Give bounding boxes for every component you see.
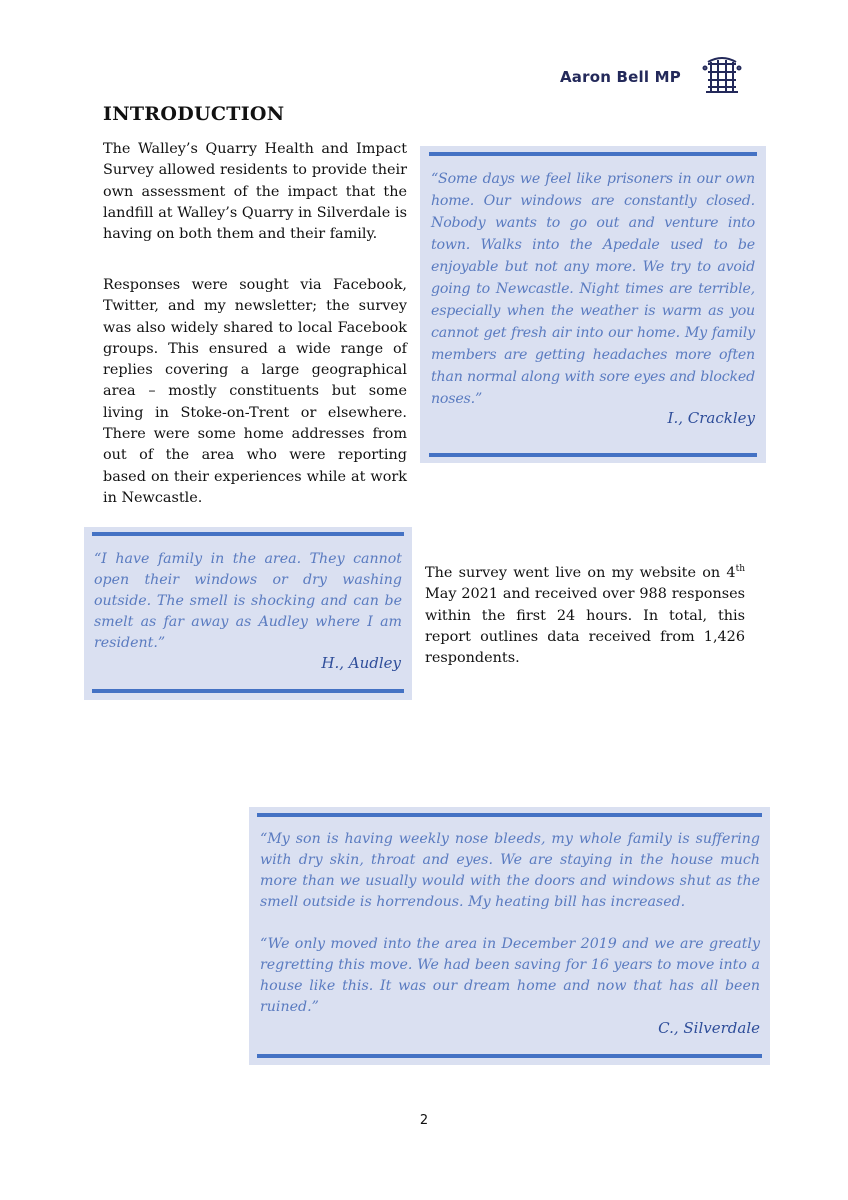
quote-attribution: C., Silverdale xyxy=(658,1019,760,1037)
intro-paragraph-1: The Walley’s Quarry Health and Impact Survey allowed residents to provide their own assessment of the impact that the landfill at Walley’s Quarry in Silverdale is having on both them and their family. xyxy=(103,141,407,243)
intro-paragraph-2: Responses were sought via Facebook, Twitter, and my newsletter; the survey was also widely shared to local Facebook groups. This ensured a wide range of replies covering a large geographical area – mostly constituents but some living in Stoke-on-Trent or elsewhere. There were some home addresses from out of the area who were reporting based on their experiences while at work in Newcastle. xyxy=(103,277,407,506)
paragraph-3-start: The survey went live on my website on 4 xyxy=(425,565,736,581)
brand-name: Aaron Bell MP xyxy=(560,68,681,86)
quote-rule-bottom xyxy=(257,1054,762,1058)
quote-box-crackley xyxy=(420,146,766,463)
ordinal-suffix: th xyxy=(735,564,745,575)
paragraph-3-end: May 2021 and received over 988 responses within the first 24 hours. In total, this report outlines data received from 1,426 respondents. xyxy=(425,586,745,667)
quote-text: “Some days we feel like prisoners in our own home. Our windows are constantly closed. Nobody wants to go out and venture into town. Walks into the Apedale used to be enjoyable but not any more. We try to avoid going to Newcastle. Night times are terrible, especially when the weather is warm as you cannot get fresh air into our home. My family members are getting headaches more often than normal along with sore eyes and blocked noses.” xyxy=(431,171,755,407)
quote-rule-bottom xyxy=(92,689,404,693)
quote-rule-top xyxy=(257,813,762,817)
portcullis-icon xyxy=(702,54,742,96)
page-number: 2 xyxy=(419,1113,429,1128)
quote-attribution: I., Crackley xyxy=(667,409,755,427)
intro-paragraph-3 xyxy=(425,563,745,669)
page-title: INTRODUCTION xyxy=(103,103,285,125)
quote-box-audley xyxy=(84,527,412,700)
quote-rule-top xyxy=(429,152,757,156)
quote-rule-top xyxy=(92,532,404,536)
quote-text: “My son is having weekly nose bleeds, my whole family is suffering with dry skin, throat and eyes. We are staying in the house much more than we usually would with the doors and windows shut as the smell outside is horrendous. My heating bill has increased. xyxy=(260,831,760,910)
header-brand xyxy=(560,54,750,98)
quote-box-silverdale xyxy=(249,807,770,1065)
quote-text: “We only moved into the area in December 2019 and we are greatly regretting this move. We had been saving for 16 years to move into a house like this. It was our dream home and now that has all been ruined.” xyxy=(260,936,760,1015)
quote-text: “I have family in the area. They cannot open their windows or dry washing outside. The smell is shocking and can be smelt as far away as Audley where I am resident.” xyxy=(94,551,402,651)
quote-rule-bottom xyxy=(429,453,757,457)
quote-attribution: H., Audley xyxy=(321,654,401,672)
